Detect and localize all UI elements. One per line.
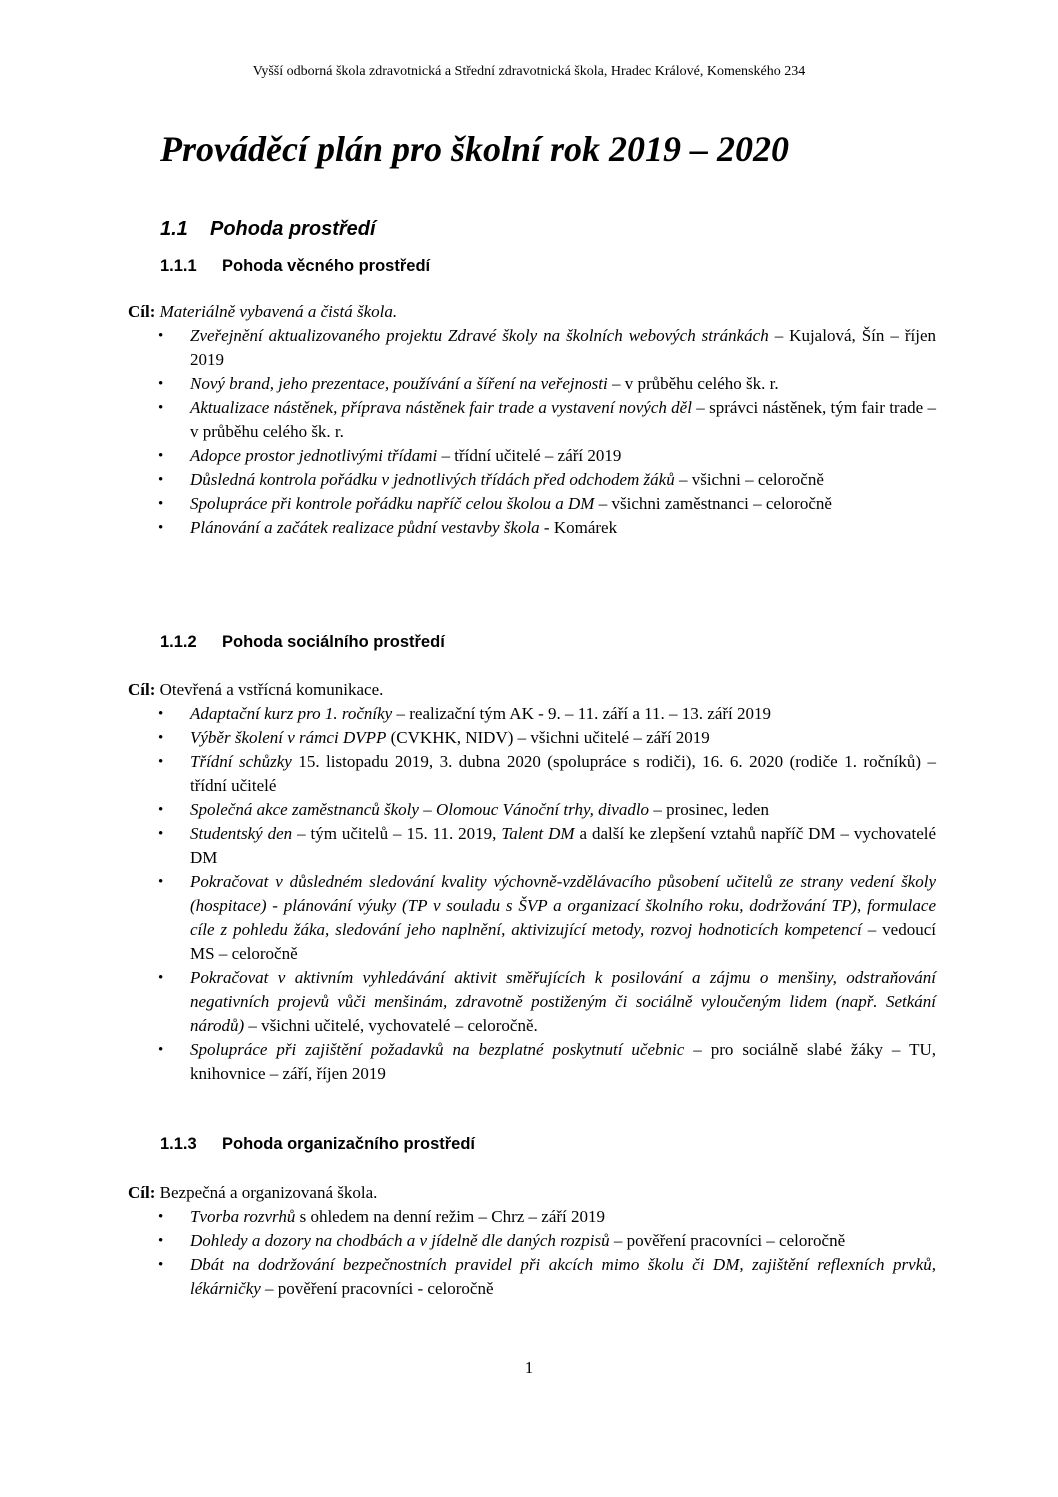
bullet-icon: • bbox=[158, 376, 164, 392]
item-emphasis: Důsledná kontrola pořádku v jednotlivých třídách před odchodem žáků bbox=[190, 470, 675, 489]
list-item bbox=[128, 396, 936, 444]
section-body-1-1-3 bbox=[128, 1181, 936, 1301]
bullet-icon: • bbox=[158, 520, 164, 536]
item-emphasis: Nový brand, jeho prezentace, používání a šíření na veřejnosti bbox=[190, 374, 608, 393]
list-item bbox=[128, 516, 936, 540]
list-item bbox=[128, 966, 936, 1038]
section-title: Pohoda prostředí bbox=[210, 218, 376, 240]
item-emphasis: Talent DM bbox=[501, 824, 575, 843]
item-text: s ohledem na denní režim – Chrz – září 2019 bbox=[295, 1207, 606, 1226]
bullet-list bbox=[128, 1205, 936, 1301]
item-text: – prosinec, leden bbox=[649, 800, 769, 819]
bullet-icon: • bbox=[158, 1042, 164, 1058]
item-text: – všichni – celoročně bbox=[674, 470, 824, 489]
item-text: – všichni zaměstnanci – celoročně bbox=[594, 494, 832, 513]
bullet-icon: • bbox=[158, 472, 164, 488]
bullet-icon: • bbox=[158, 448, 164, 464]
item-text: – realizační tým AK - 9. – 11. září a 11. – 13. září 2019 bbox=[392, 704, 771, 723]
list-item bbox=[128, 1253, 936, 1301]
bullet-icon: • bbox=[158, 1233, 164, 1249]
section-body-1-1-2 bbox=[128, 678, 936, 1086]
item-text: – tým učitelů – 15. 11. 2019, bbox=[292, 824, 502, 843]
subsection-number: 1.1.2 bbox=[160, 633, 197, 651]
goal-text: Bezpečná a organizovaná škola. bbox=[159, 1183, 378, 1202]
goal-label: Cíl: bbox=[128, 302, 156, 321]
list-item bbox=[128, 324, 936, 372]
bullet-icon: • bbox=[158, 496, 164, 512]
list-item bbox=[128, 798, 936, 822]
page-number: 1 bbox=[524, 1358, 534, 1377]
bullet-icon: • bbox=[158, 400, 164, 416]
document-title: Prováděcí plán pro školní rok 2019 – 2020 bbox=[160, 129, 790, 169]
item-text: – správci nástěnek, tým fair trade – v průběhu celého šk. r. bbox=[190, 398, 936, 441]
section-heading-1-1 bbox=[160, 218, 376, 241]
list-item bbox=[128, 1205, 936, 1229]
item-emphasis: Zveřejnění aktualizovaného projektu Zdravé školy na školních webových stránkách bbox=[190, 326, 769, 345]
bullet-list bbox=[128, 324, 936, 540]
bullet-icon: • bbox=[158, 1257, 164, 1273]
item-emphasis: Výběr školení v rámci DVPP bbox=[190, 728, 387, 747]
item-text: 15. listopadu 2019, 3. dubna 2020 (spolupráce s rodiči), 16. 6. 2020 (rodiče 1. ročníků) – třídní učitelé bbox=[190, 752, 936, 795]
subsection-heading-1-1-2 bbox=[160, 633, 445, 652]
goal-line bbox=[128, 300, 936, 324]
item-text: (CVKHK, NIDV) – všichni učitelé – září 2019 bbox=[386, 728, 710, 747]
item-emphasis: Aktualizace nástěnek, příprava nástěnek fair trade a vystavení nových děl bbox=[190, 398, 692, 417]
subsection-title: Pohoda věcného prostředí bbox=[222, 257, 431, 275]
item-emphasis: Adaptační kurz pro 1. ročníky bbox=[190, 704, 393, 723]
goal-line bbox=[128, 1181, 936, 1205]
list-item bbox=[128, 468, 936, 492]
list-item bbox=[128, 870, 936, 966]
bullet-icon: • bbox=[158, 874, 164, 890]
item-text: – vedoucí MS – celoročně bbox=[190, 920, 936, 963]
list-item bbox=[128, 372, 936, 396]
item-text: - Komárek bbox=[539, 518, 618, 537]
list-item bbox=[128, 1038, 936, 1086]
list-item bbox=[128, 726, 936, 750]
bullet-icon: • bbox=[158, 328, 164, 344]
item-text: – pověření pracovníci - celoročně bbox=[260, 1279, 494, 1298]
item-emphasis: Pokračovat v důsledném sledování kvality výchovně-vzdělávacího působení učitelů ze strany vedení školy (hospitace) - plánování výuky (TP v souladu s ŠVP a organizací školního roku, dodržování TP), formulace cíle z pohledu žáka, sledování jeho naplnění, aktivizující metody, rozvoj hodnoticích kompetencí bbox=[190, 872, 936, 939]
list-item bbox=[128, 750, 936, 798]
item-text: – Kujalová, Šín – říjen 2019 bbox=[190, 326, 936, 369]
goal-text: Materiálně vybavená a čistá škola. bbox=[159, 302, 398, 321]
item-emphasis: Třídní schůzky bbox=[190, 752, 292, 771]
goal-label: Cíl: bbox=[128, 680, 156, 699]
item-emphasis: Dbát na dodržování bezpečnostních pravidel při akcích mimo školu či DM, zajištění reflexních prvků, lékárničky bbox=[190, 1255, 936, 1298]
subsection-heading-1-1-1 bbox=[160, 257, 430, 276]
bullet-icon: • bbox=[158, 706, 164, 722]
item-emphasis: Dohledy a dozory na chodbách a v jídelně dle daných rozpisů bbox=[190, 1231, 610, 1250]
item-text: – pověření pracovníci – celoročně bbox=[609, 1231, 846, 1250]
list-item bbox=[128, 492, 936, 516]
section-number: 1.1 bbox=[160, 218, 188, 240]
list-item bbox=[128, 1229, 936, 1253]
item-text: – pro sociálně slabé žáky – TU, knihovnice – září, říjen 2019 bbox=[190, 1040, 936, 1083]
bullet-icon: • bbox=[158, 826, 164, 842]
list-item bbox=[128, 702, 936, 726]
item-emphasis: Pokračovat v aktivním vyhledávání aktivit směřujících k posilování a zájmu o menšiny, odstraňování negativních projevů vůči menšinám, zdravotně postiženým či sociálně vyloučeným lidem (např. Setkání národů) bbox=[190, 968, 936, 1035]
goal-label: Cíl: bbox=[128, 1183, 156, 1202]
subsection-number: 1.1.1 bbox=[160, 257, 197, 275]
item-emphasis: Studentský den bbox=[190, 824, 293, 843]
item-emphasis: Plánování a začátek realizace půdní vestavby škola bbox=[190, 518, 540, 537]
bullet-list bbox=[128, 702, 936, 1086]
item-emphasis: Spolupráce při zajištění požadavků na bezplatné poskytnutí učebnic bbox=[190, 1040, 685, 1059]
item-emphasis: Spolupráce při kontrole pořádku napříč celou školou a DM bbox=[190, 494, 595, 513]
item-text: – třídní učitelé – září 2019 bbox=[437, 446, 622, 465]
bullet-icon: • bbox=[158, 730, 164, 746]
bullet-icon: • bbox=[158, 970, 164, 986]
bullet-icon: • bbox=[158, 754, 164, 770]
subsection-title: Pohoda sociálního prostředí bbox=[222, 633, 445, 651]
bullet-icon: • bbox=[158, 1209, 164, 1225]
item-emphasis: Tvorba rozvrhů bbox=[190, 1207, 296, 1226]
list-item bbox=[128, 822, 936, 870]
item-emphasis: Společná akce zaměstnanců školy – Olomouc Vánoční trhy, divadlo bbox=[190, 800, 650, 819]
list-item bbox=[128, 444, 936, 468]
page-header: Vyšší odborná škola zdravotnická a Střední zdravotnická škola, Hradec Králové, Komenského 234 bbox=[252, 64, 806, 79]
bullet-icon: • bbox=[158, 802, 164, 818]
subsection-heading-1-1-3 bbox=[160, 1135, 475, 1154]
subsection-number: 1.1.3 bbox=[160, 1135, 197, 1153]
item-text: – v průběhu celého šk. r. bbox=[607, 374, 779, 393]
section-body-1-1-1 bbox=[128, 300, 936, 540]
item-text: a další ke zlepšení vztahů napříč DM – vychovatelé DM bbox=[190, 824, 937, 867]
subsection-title: Pohoda organizačního prostředí bbox=[222, 1135, 476, 1153]
item-text: – všichni učitelé, vychovatelé – celoročně. bbox=[244, 1016, 538, 1035]
goal-line bbox=[128, 678, 936, 702]
goal-text: Otevřená a vstřícná komunikace. bbox=[159, 680, 384, 699]
item-emphasis: Adopce prostor jednotlivými třídami bbox=[190, 446, 438, 465]
